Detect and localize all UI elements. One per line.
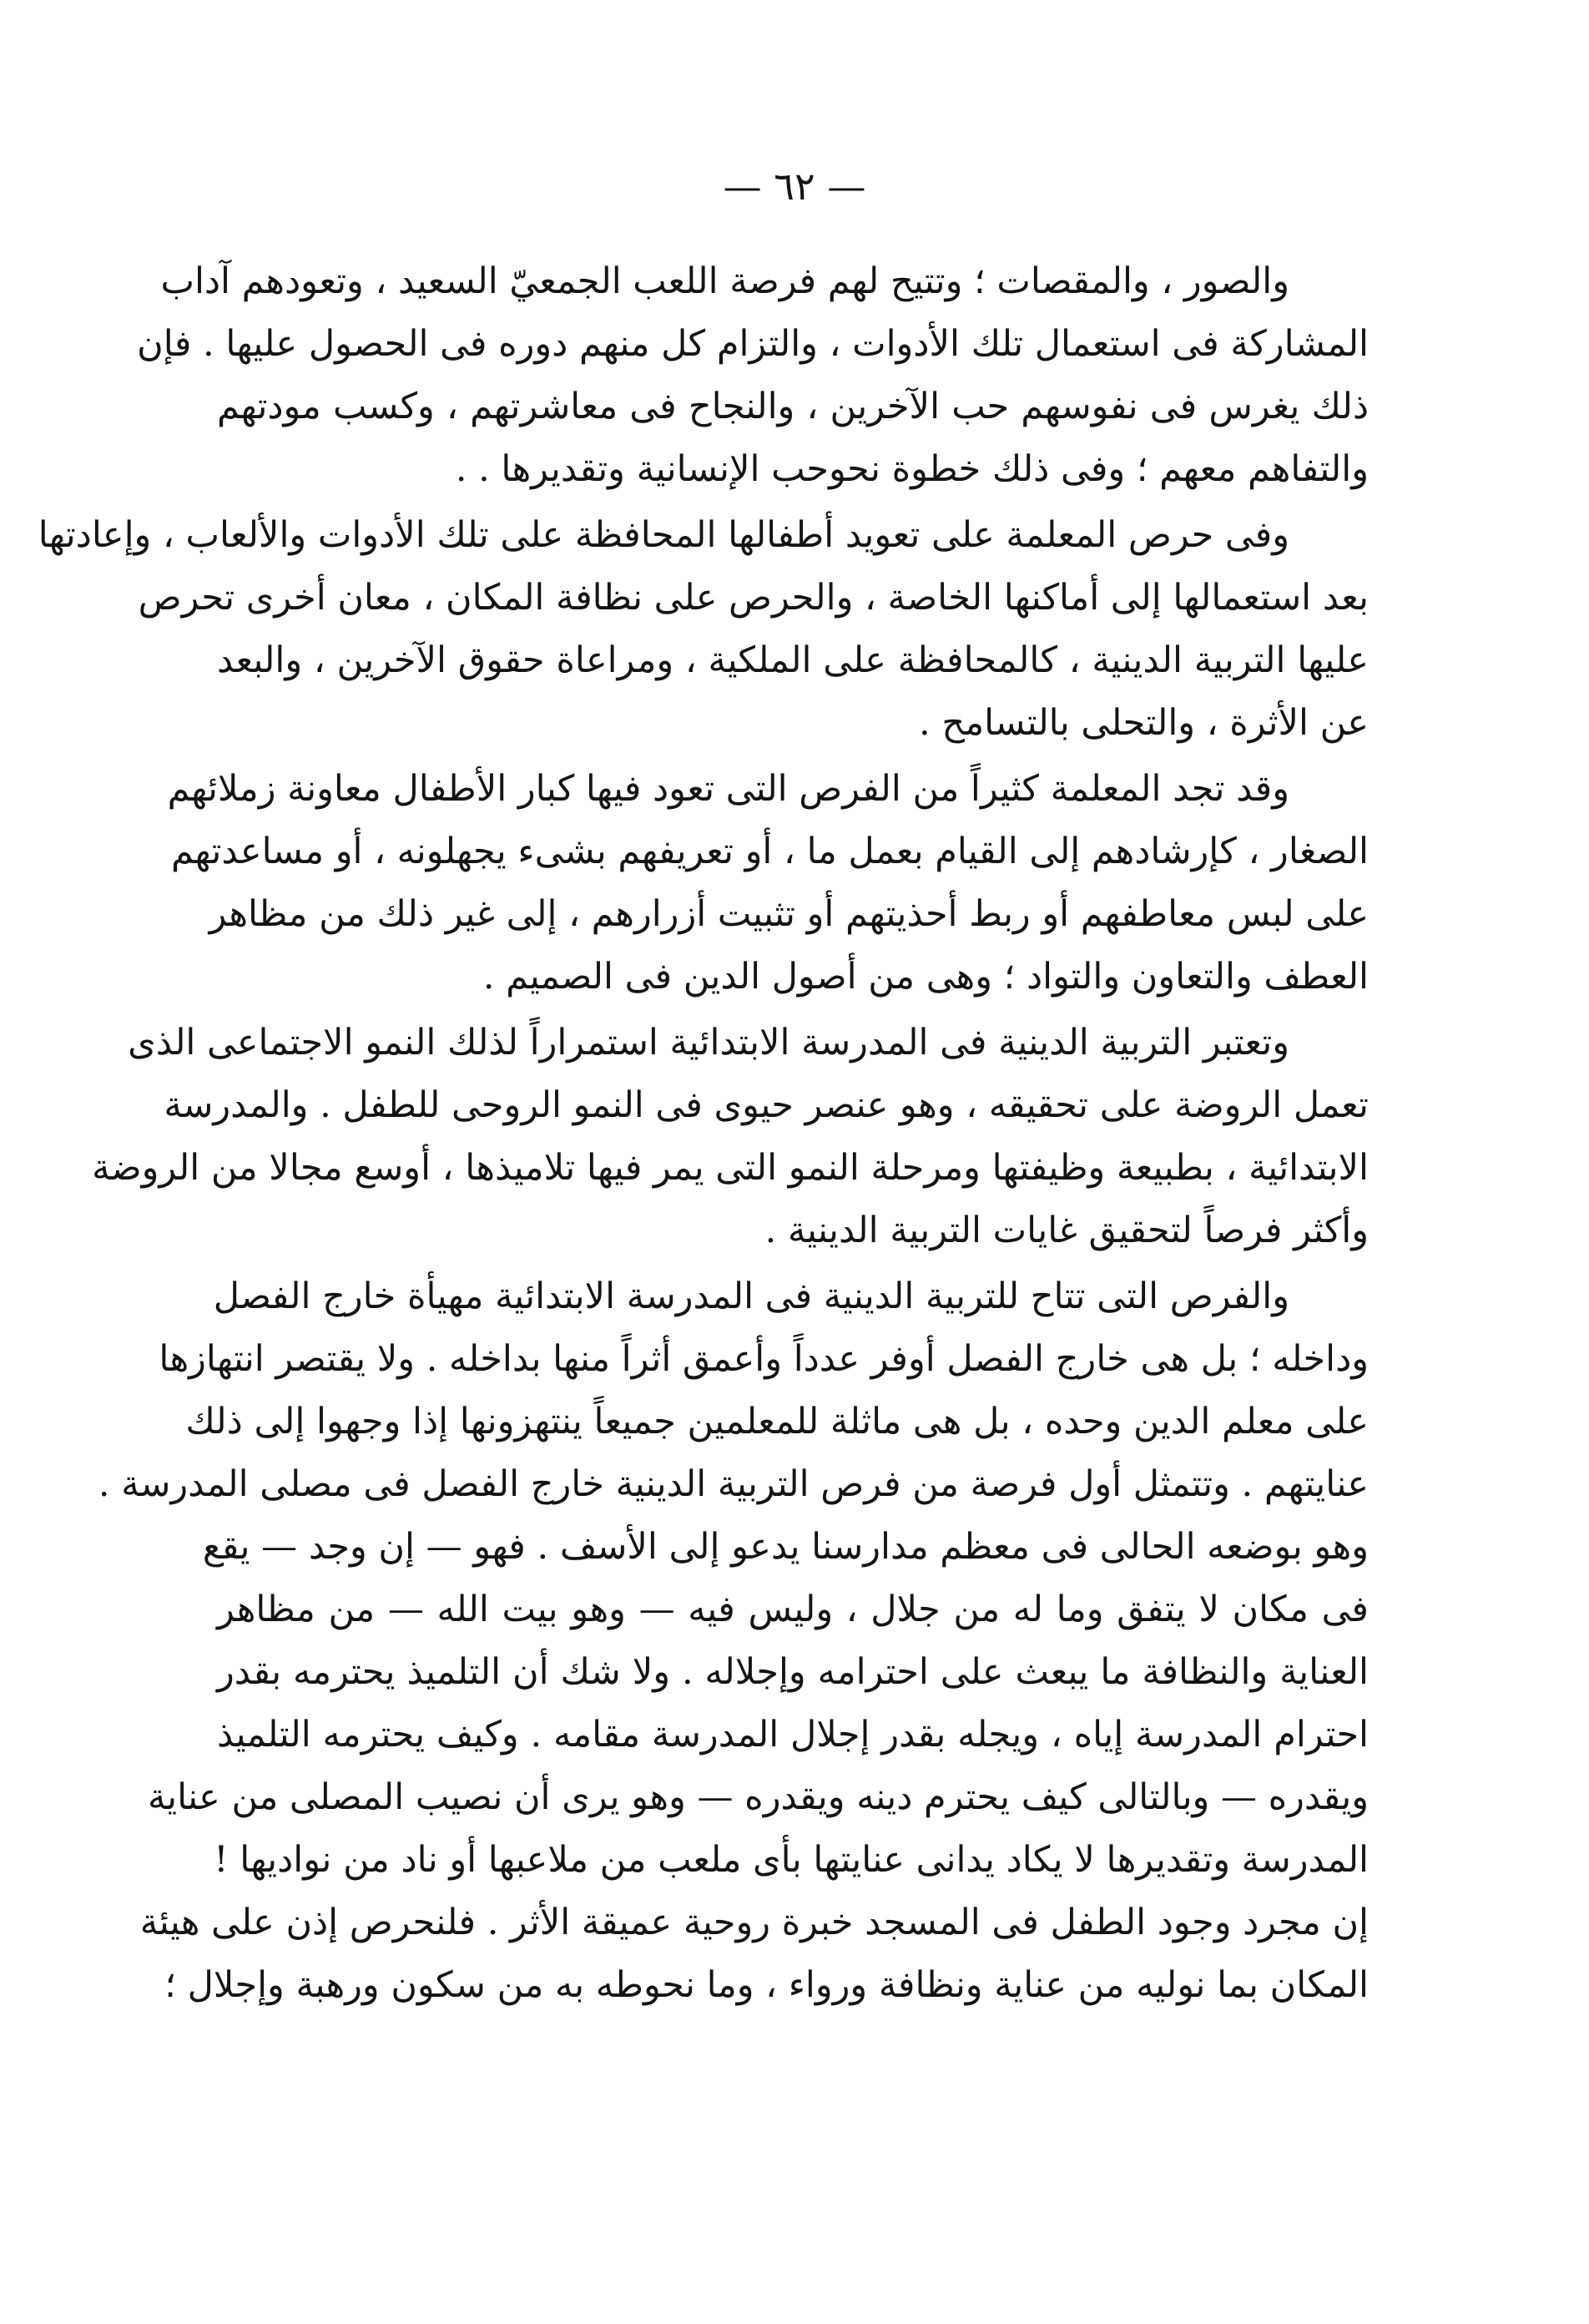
- paragraph: [137, 250, 1369, 501]
- text-line: العطف والتعاون والتواد ؛ وهى من أصول الدين فى الصميم .: [482, 956, 1369, 998]
- text-line: وتعتبر التربية الدينية فى المدرسة الابتدائية استمراراً لذلك النمو الاجتماعى الذى: [128, 1022, 1289, 1063]
- text-line: ذلك يغرس فى نفوسهم حب الآخرين ، والنجاح فى معاشرتهم ، وكسب مودتهم: [217, 386, 1369, 427]
- text-line: وداخله ؛ بل هى خارج الفصل أوفر عدداً وأعمق أثراً منها بداخله . ولا يقتصر انتهازها: [159, 1338, 1369, 1380]
- text-line: عنايتهم . وتتمثل أول فرصة من فرص التربية الدينية خارج الفصل فى مصلى المدرسة .: [98, 1463, 1369, 1505]
- text-line: المكان بما نوليه من عناية ونظافة ورواء ، وما نحوطه به من سكون ورهبة وإجلال ؛: [164, 1964, 1369, 2006]
- text-line: على معلم الدين وحده ، بل هى ماثلة للمعلمين جميعاً ينتهزونها إذا وجهوا إلى ذلك: [185, 1401, 1369, 1442]
- text-line: عليها التربية الدينية ، كالمحافظة على الملكية ، ومراعاة حقوق الآخرين ، والبعد: [217, 639, 1369, 681]
- text-line: وأكثر فرصاً لتحقيق غايات التربية الدينية .: [764, 1210, 1369, 1251]
- paragraph: [38, 504, 1369, 755]
- text-line: وفى حرص المعلمة على تعويد أطفالها المحافظة على تلك الأدوات والألعاب ، وإعادتها: [38, 514, 1289, 556]
- paragraph: [92, 1012, 1369, 1262]
- text-line: المدرسة وتقديرها لا يكاد يدانى عنايتها بأى ملعب من ملاعبها أو ناد من نواديها !: [214, 1839, 1369, 1881]
- text-line: العناية والنظافة ما يبعث على احترامه وإجلاله . ولا شك أن التلميذ يحترمه بقدر: [217, 1651, 1369, 1693]
- paragraph: [167, 758, 1369, 1008]
- paragraph: [98, 1266, 1369, 2017]
- text-line: وقد تجد المعلمة كثيراً من الفرص التى تعود فيها كبار الأطفال معاونة زملائهم: [167, 768, 1289, 810]
- text-line: ويقدره — وبالتالى كيف يحترم دينه ويقدره — وهو يرى أن نصيب المصلى من عناية: [148, 1776, 1369, 1818]
- text-line: بعد استعمالها إلى أماكنها الخاصة ، والحرص على نظافة المكان ، معان أخرى تحرص: [138, 577, 1369, 619]
- text-line: والصور ، والمقصات ؛ وتتيح لهم فرصة اللعب الجمعيّ السعيد ، وتعودهم آداب: [160, 260, 1289, 302]
- text-line: إن مجرد وجود الطفل فى المسجد خبرة روحية عميقة الأثر . فلنحرص إذن على هيئة: [139, 1902, 1369, 1943]
- text-line: الابتدائية ، بطبيعة وظيفتها ومرحلة النمو التى يمر فيها تلاميذها ، أوسع مجالا من الروضة: [92, 1147, 1369, 1189]
- text-line: والفرص التى تتاح للتربية الدينية فى المدرسة الابتدائية مهيأة خارج الفصل: [213, 1276, 1289, 1317]
- text-line: تعمل الروضة على تحقيقه ، وهو عنصر حيوى فى النمو الروحى للطفل . والمدرسة: [164, 1084, 1369, 1126]
- text-line: وهو بوضعه الحالى فى معظم مدارسنا يدعو إلى الأسف . فهو — إن وجد — يقع: [202, 1526, 1369, 1568]
- text-line: فى مكان لا يتفق وما له من جلال ، وليس فيه — وهو بيت الله — من مظاهر: [217, 1589, 1369, 1630]
- page-number: — ٦٢ —: [723, 164, 866, 209]
- body-text: [38, 250, 1369, 2020]
- text-line: والتفاهم معهم ؛ وفى ذلك خطوة نحوحب الإنسانية وتقديرها . .: [455, 448, 1369, 490]
- text-line: على لبس معاطفهم أو ربط أحذيتهم أو تثبيت أزرارهم ، إلى غير ذلك من مظاهر: [209, 893, 1369, 935]
- text-line: احترام المدرسة إياه ، ويجله بقدر إجلال المدرسة مقامه . وكيف يحترمه التلميذ: [217, 1714, 1369, 1756]
- text-line: الصغار ، كإرشادهم إلى القيام بعمل ما ، أو تعريفهم بشىء يجهلونه ، أو مساعدتهم: [170, 831, 1369, 872]
- text-line: عن الأثرة ، والتحلى بالتسامح .: [919, 702, 1369, 744]
- text-line: المشاركة فى استعمال تلك الأدوات ، والتزام كل منهم دوره فى الحصول عليها . فإن: [137, 323, 1369, 365]
